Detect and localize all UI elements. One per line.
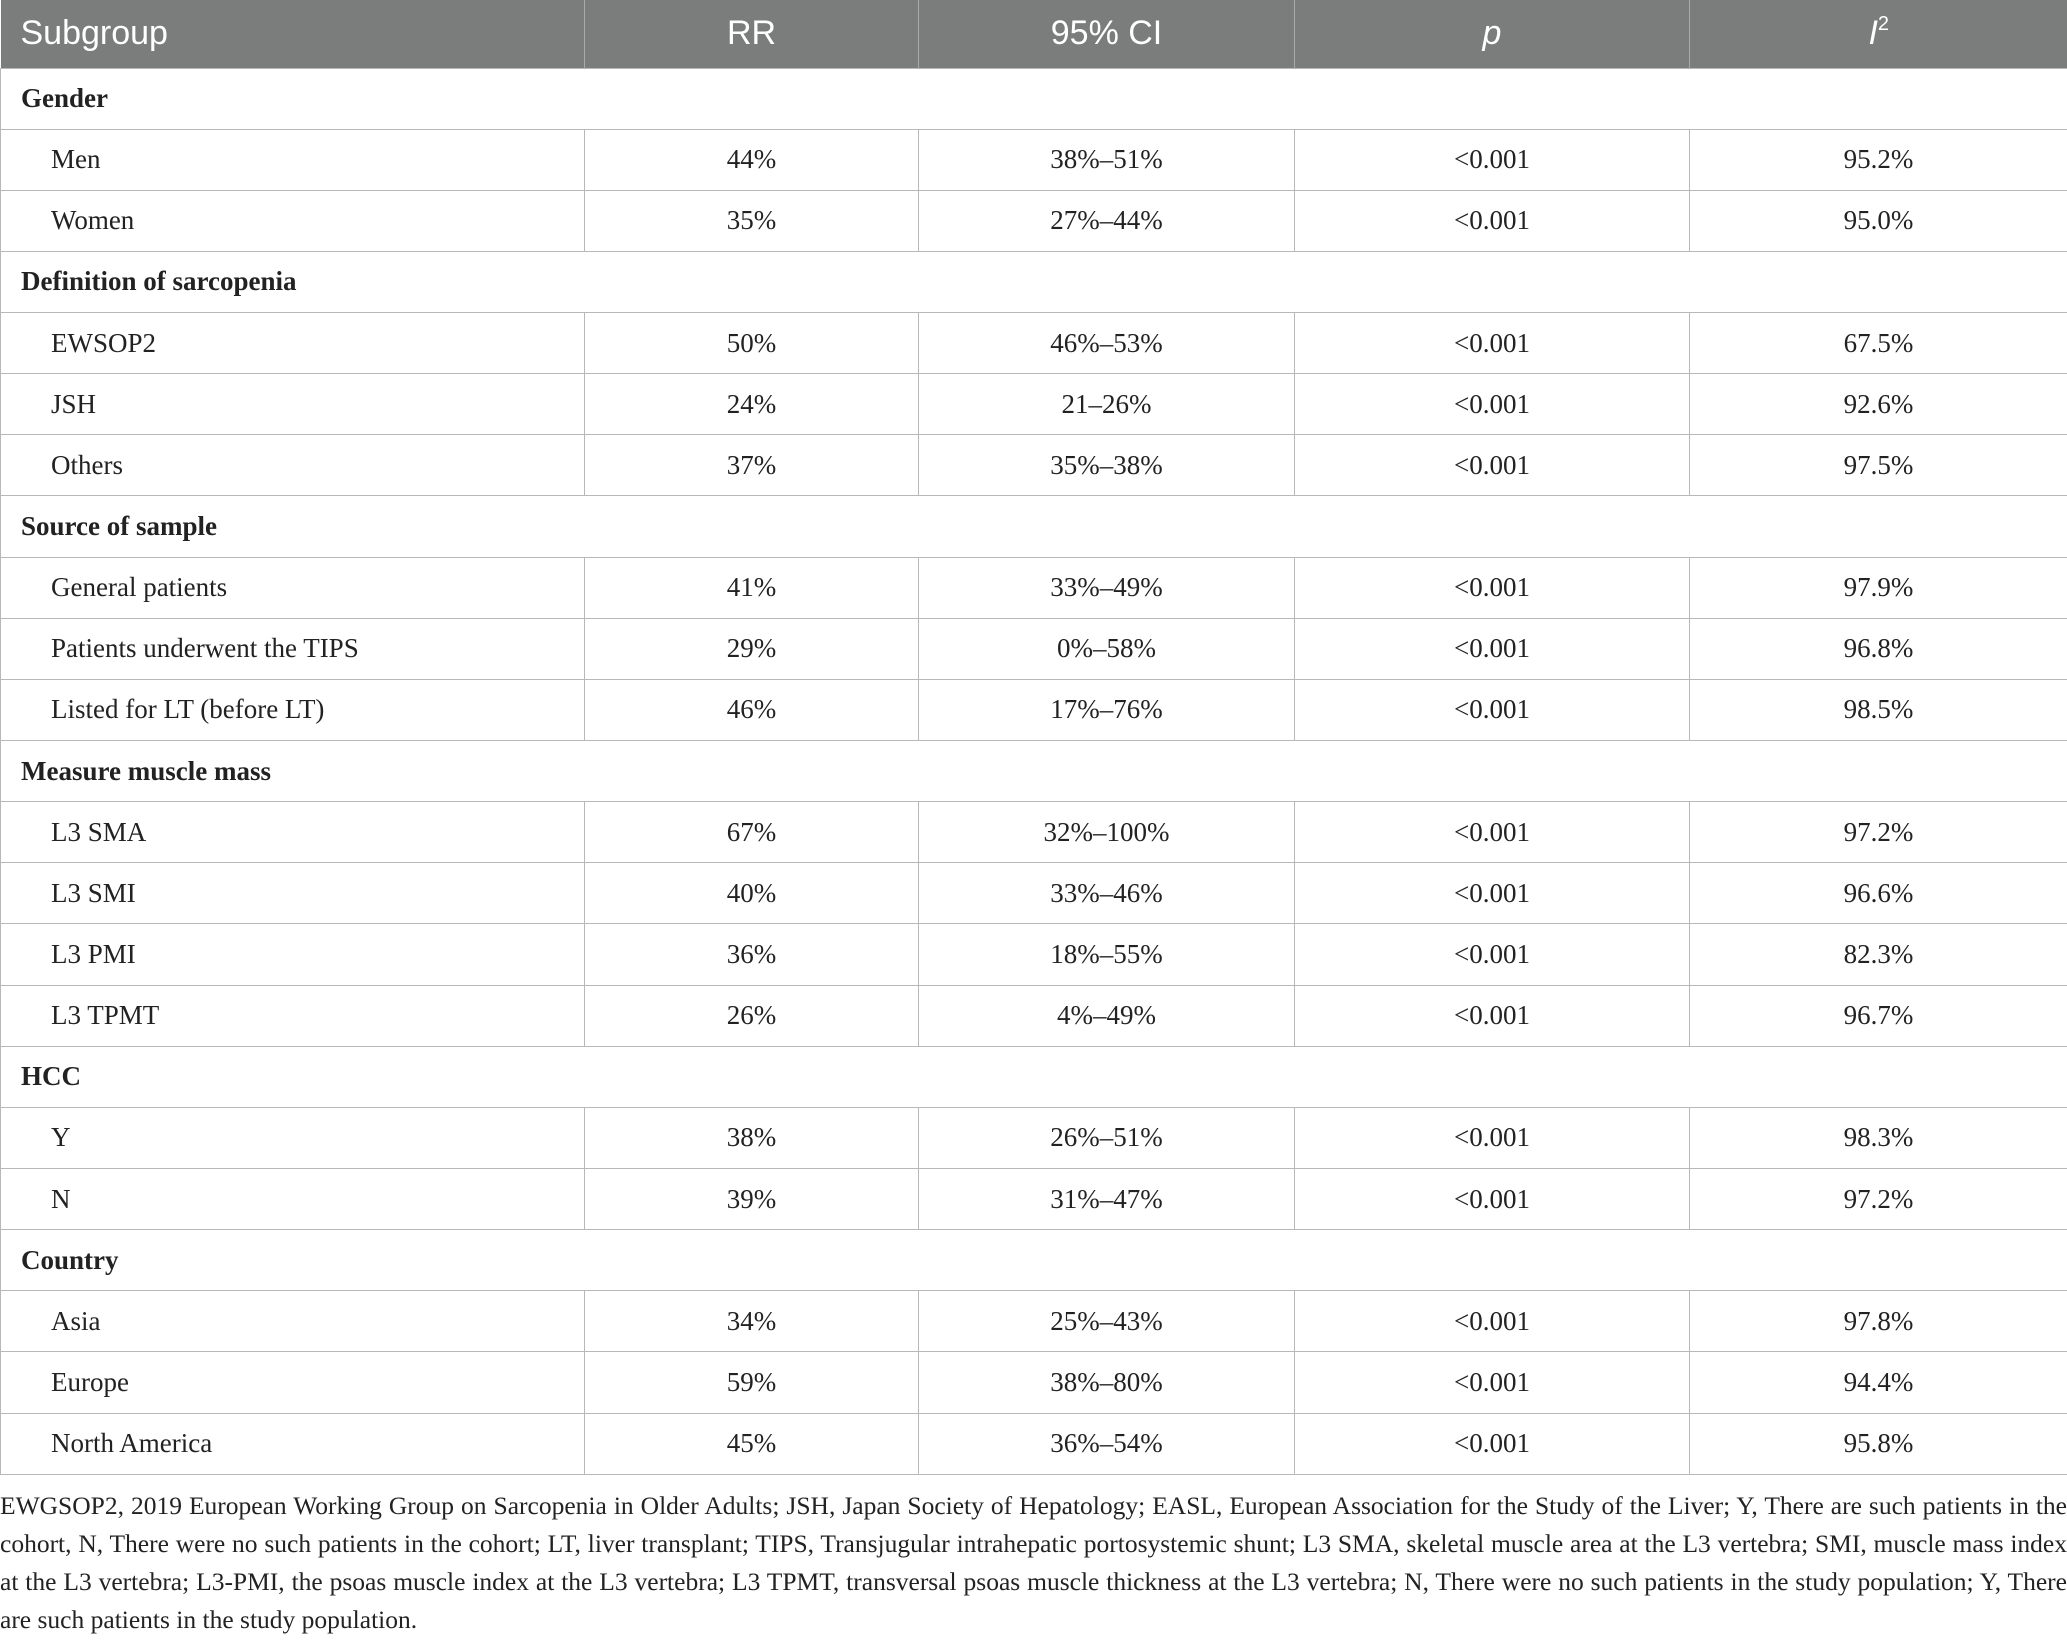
table-row	[1, 129, 2067, 190]
table-row	[1, 313, 2067, 374]
cell-subgroup: Y	[1, 1107, 585, 1168]
group-title: Definition of sarcopenia	[1, 251, 2067, 312]
table-row	[1, 374, 2067, 435]
cell-p: <0.001	[1295, 190, 1690, 251]
cell-p: <0.001	[1295, 557, 1690, 618]
cell-p: <0.001	[1295, 1413, 1690, 1474]
group-header-row	[1, 68, 2067, 129]
cell-p: <0.001	[1295, 1169, 1690, 1230]
table-row	[1, 435, 2067, 496]
table-header	[1, 0, 2067, 68]
table-row	[1, 863, 2067, 924]
header-rr: RR	[585, 0, 919, 68]
cell-ci: 36%–54%	[919, 1413, 1295, 1474]
cell-p: <0.001	[1295, 802, 1690, 863]
table-row	[1, 190, 2067, 251]
cell-subgroup: Asia	[1, 1291, 585, 1352]
cell-i2: 97.8%	[1690, 1291, 2067, 1352]
cell-ci: 25%–43%	[919, 1291, 1295, 1352]
table-body	[1, 68, 2067, 1474]
cell-p: <0.001	[1295, 1291, 1690, 1352]
table-row	[1, 679, 2067, 740]
cell-rr: 45%	[585, 1413, 919, 1474]
table-row	[1, 557, 2067, 618]
table-row	[1, 985, 2067, 1046]
cell-subgroup: L3 SMA	[1, 802, 585, 863]
cell-ci: 0%–58%	[919, 618, 1295, 679]
cell-rr: 36%	[585, 924, 919, 985]
cell-i2: 97.5%	[1690, 435, 2067, 496]
cell-ci: 38%–51%	[919, 129, 1295, 190]
cell-i2: 97.2%	[1690, 802, 2067, 863]
cell-i2: 82.3%	[1690, 924, 2067, 985]
cell-p: <0.001	[1295, 374, 1690, 435]
cell-rr: 46%	[585, 679, 919, 740]
cell-subgroup: Men	[1, 129, 585, 190]
header-ci: 95% CI	[919, 0, 1295, 68]
cell-subgroup: North America	[1, 1413, 585, 1474]
table-row	[1, 1352, 2067, 1413]
cell-i2: 96.7%	[1690, 985, 2067, 1046]
cell-subgroup: Women	[1, 190, 585, 251]
cell-ci: 4%–49%	[919, 985, 1295, 1046]
table-row	[1, 802, 2067, 863]
header-i2-base: I	[1868, 14, 1878, 53]
cell-i2: 96.6%	[1690, 863, 2067, 924]
group-header-row	[1, 251, 2067, 312]
cell-i2: 92.6%	[1690, 374, 2067, 435]
cell-i2: 98.3%	[1690, 1107, 2067, 1168]
cell-ci: 21–26%	[919, 374, 1295, 435]
header-p: p	[1295, 0, 1690, 68]
cell-rr: 67%	[585, 802, 919, 863]
cell-subgroup: Listed for LT (before LT)	[1, 679, 585, 740]
header-subgroup: Subgroup	[1, 0, 585, 68]
cell-ci: 26%–51%	[919, 1107, 1295, 1168]
cell-p: <0.001	[1295, 1107, 1690, 1168]
table-row	[1, 618, 2067, 679]
header-i2-superscript: 2	[1877, 13, 1890, 36]
group-title: Country	[1, 1230, 2067, 1291]
cell-p: <0.001	[1295, 863, 1690, 924]
cell-rr: 26%	[585, 985, 919, 1046]
cell-p: <0.001	[1295, 679, 1690, 740]
cell-subgroup: Others	[1, 435, 585, 496]
cell-subgroup: N	[1, 1169, 585, 1230]
cell-rr: 37%	[585, 435, 919, 496]
cell-ci: 17%–76%	[919, 679, 1295, 740]
cell-rr: 35%	[585, 190, 919, 251]
cell-subgroup: L3 SMI	[1, 863, 585, 924]
cell-subgroup: General patients	[1, 557, 585, 618]
cell-i2: 95.8%	[1690, 1413, 2067, 1474]
cell-rr: 41%	[585, 557, 919, 618]
table-row	[1, 1169, 2067, 1230]
group-header-row	[1, 741, 2067, 802]
cell-rr: 38%	[585, 1107, 919, 1168]
table-row	[1, 1413, 2067, 1474]
cell-rr: 59%	[585, 1352, 919, 1413]
cell-p: <0.001	[1295, 618, 1690, 679]
cell-ci: 33%–49%	[919, 557, 1295, 618]
header-i2	[1690, 0, 2067, 68]
cell-p: <0.001	[1295, 1352, 1690, 1413]
cell-rr: 34%	[585, 1291, 919, 1352]
cell-p: <0.001	[1295, 985, 1690, 1046]
cell-p: <0.001	[1295, 435, 1690, 496]
cell-ci: 38%–80%	[919, 1352, 1295, 1413]
cell-i2: 94.4%	[1690, 1352, 2067, 1413]
cell-ci: 35%–38%	[919, 435, 1295, 496]
cell-rr: 50%	[585, 313, 919, 374]
cell-p: <0.001	[1295, 924, 1690, 985]
cell-subgroup: L3 PMI	[1, 924, 585, 985]
cell-rr: 29%	[585, 618, 919, 679]
table-row	[1, 1107, 2067, 1168]
cell-subgroup: L3 TPMT	[1, 985, 585, 1046]
cell-ci: 27%–44%	[919, 190, 1295, 251]
cell-i2: 97.2%	[1690, 1169, 2067, 1230]
cell-subgroup: Patients underwent the TIPS	[1, 618, 585, 679]
table-footnote: EWGSOP2, 2019 European Working Group on Sarcopenia in Older Adults; JSH, Japan Society of Hepatology; EASL, European Association for the Study of the Liver; Y, There are such patients in the cohort, N, There were no such patients in the cohort; LT, liver transplant; TIPS, Transjugular intrahepatic portosystemic shunt; L3 SMA, skeletal muscle area at the L3 vertebra; SMI, muscle mass index at the L3 vertebra; L3-PMI, the psoas muscle index at the L3 vertebra; L3 TPMT, transversal psoas muscle thickness at the L3 vertebra; N, There were no such patients in the study population; Y, There are such patients in the study population.	[0, 1491, 2067, 1634]
cell-i2: 67.5%	[1690, 313, 2067, 374]
cell-rr: 39%	[585, 1169, 919, 1230]
cell-subgroup: JSH	[1, 374, 585, 435]
cell-i2: 98.5%	[1690, 679, 2067, 740]
cell-rr: 40%	[585, 863, 919, 924]
cell-i2: 95.2%	[1690, 129, 2067, 190]
cell-subgroup: EWSOP2	[1, 313, 585, 374]
cell-i2: 97.9%	[1690, 557, 2067, 618]
group-header-row	[1, 1046, 2067, 1107]
table-row	[1, 1291, 2067, 1352]
cell-ci: 33%–46%	[919, 863, 1295, 924]
cell-p: <0.001	[1295, 129, 1690, 190]
group-title: Source of sample	[1, 496, 2067, 557]
group-title: Gender	[1, 68, 2067, 129]
cell-i2: 95.0%	[1690, 190, 2067, 251]
group-title: HCC	[1, 1046, 2067, 1107]
group-header-row	[1, 496, 2067, 557]
cell-rr: 44%	[585, 129, 919, 190]
cell-ci: 31%–47%	[919, 1169, 1295, 1230]
header-row	[1, 0, 2067, 68]
cell-ci: 46%–53%	[919, 313, 1295, 374]
cell-i2: 96.8%	[1690, 618, 2067, 679]
cell-ci: 18%–55%	[919, 924, 1295, 985]
cell-rr: 24%	[585, 374, 919, 435]
cell-subgroup: Europe	[1, 1352, 585, 1413]
group-header-row	[1, 1230, 2067, 1291]
cell-ci: 32%–100%	[919, 802, 1295, 863]
table-row	[1, 924, 2067, 985]
cell-p: <0.001	[1295, 313, 1690, 374]
group-title: Measure muscle mass	[1, 741, 2067, 802]
